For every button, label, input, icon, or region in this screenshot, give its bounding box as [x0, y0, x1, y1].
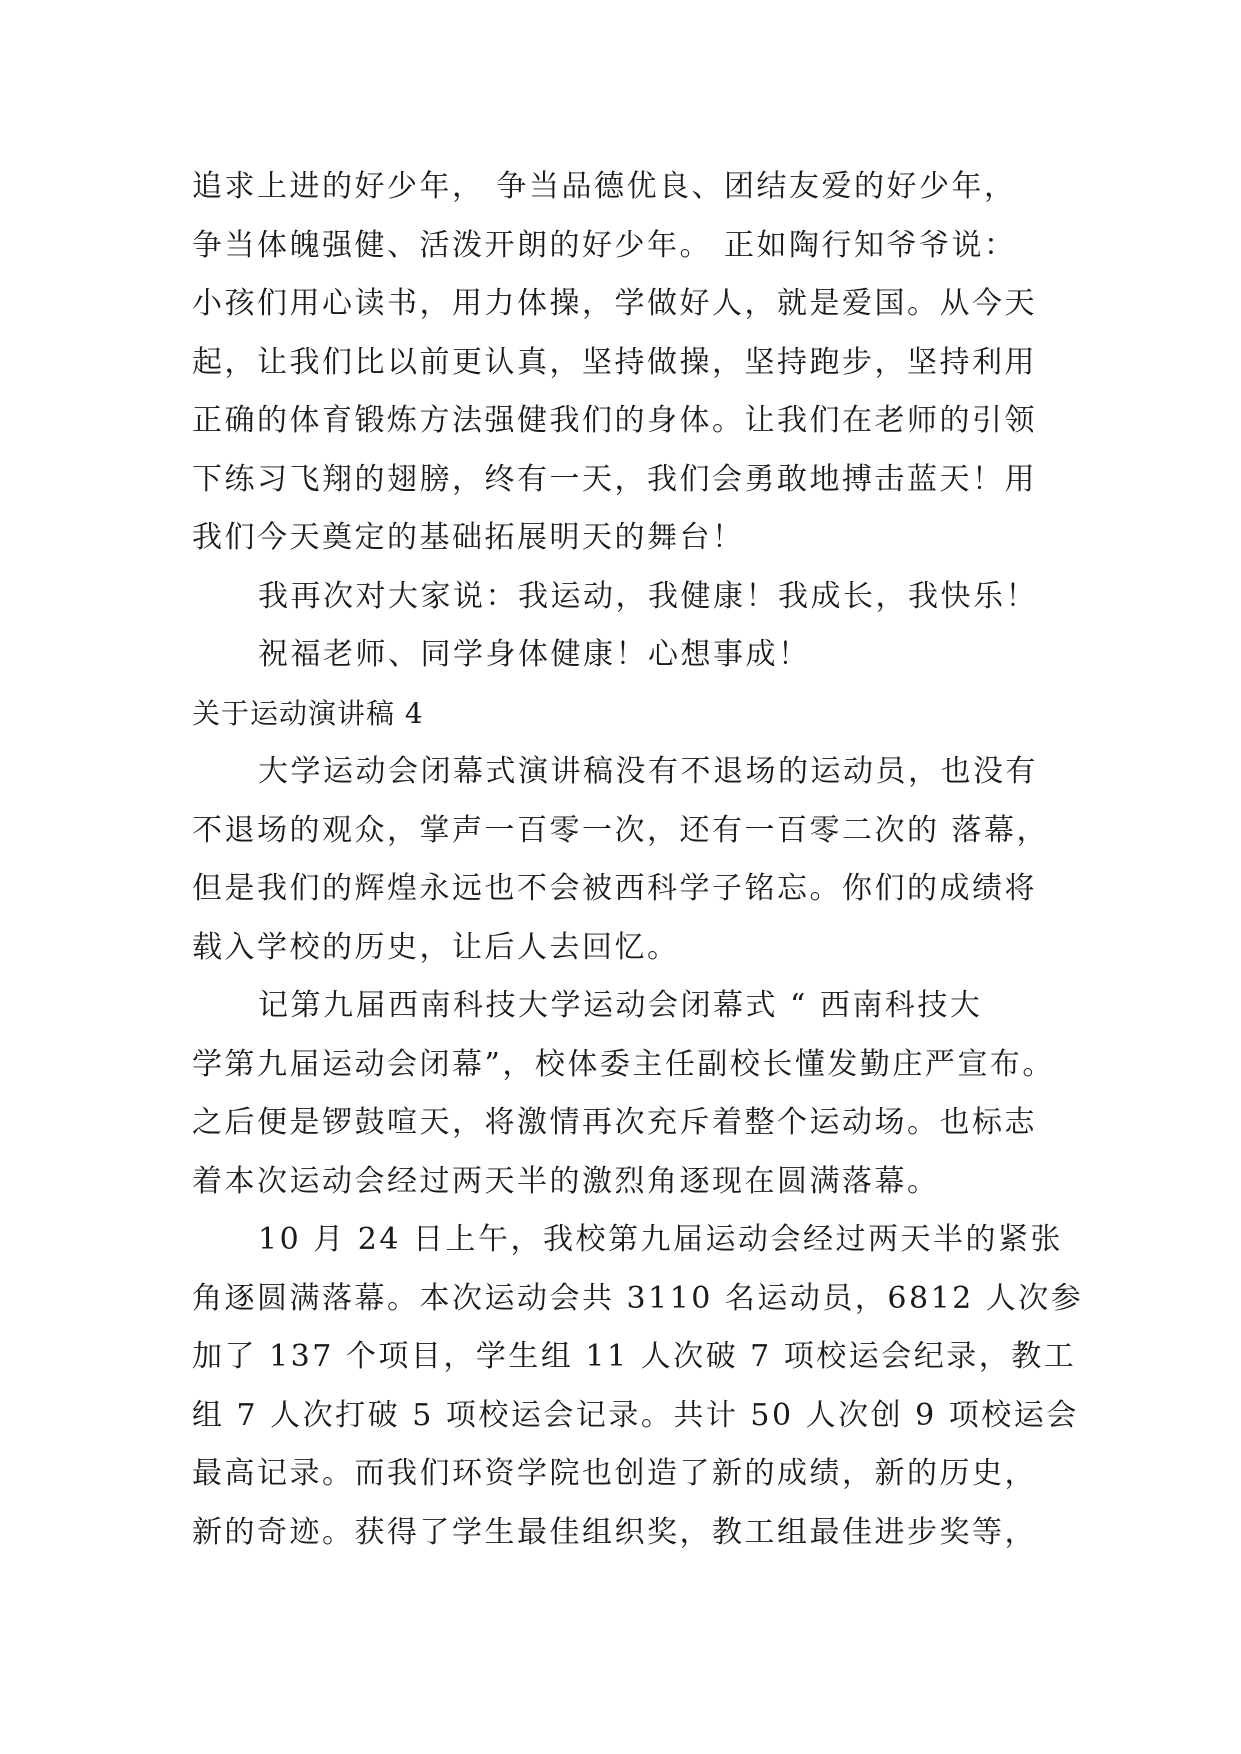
text-line: 10 月 24 日上午，我校第九届运动会经过两天半的紧张	[258, 1222, 1063, 1257]
text-line: 我们今天奠定的基础拓展明天的舞台！	[192, 520, 745, 555]
text-line: 起，让我们比以前更认真，坚持做操，坚持跑步，坚持利用	[192, 344, 1037, 380]
text-line: 最高记录。而我们环资学院也创造了新的成绩，新的历史，	[192, 1456, 1037, 1491]
text-line: 新的奇迹。获得了学生最佳组织奖，教工组最佳进步奖等，	[192, 1514, 1037, 1550]
text-line: 下练习飞翔的翅膀，终有一天，我们会勇敢地搏击蓝天！用	[192, 461, 1037, 497]
text-line: 追求上进的好少年， 争当品德优良、团结友爱的好少年，	[192, 169, 1017, 204]
text-line: 小孩们用心读书，用力体操，学做好人，就是爱国。从今天	[192, 286, 1037, 321]
text-line: 祝福老师、同学身体健康！心想事成！	[258, 637, 811, 672]
document-body	[192, 158, 1084, 1562]
text-line: 记第九届西南科技大学运动会闭幕式 “ 西南科技大	[258, 988, 983, 1023]
text-line: 着本次运动会经过两天半的激烈角逐现在圆满落幕。	[192, 1163, 940, 1199]
text-line: 但是我们的辉煌永远也不会被西科学子铭忘。你们的成绩将	[192, 871, 1037, 906]
text-line: 我再次对大家说：我运动，我健康！我成长，我快乐！	[258, 578, 1038, 614]
text-line: 载入学校的历史，让后人去回忆。	[192, 929, 680, 965]
text-line: 加了 137 个项目，学生组 11 人次破 7 项校运会纪录，教工	[192, 1339, 1077, 1374]
text-line: 争当体魄强健、活泼开朗的好少年。 正如陶行知爷爷说：	[192, 227, 1017, 263]
text-line: 组 7 人次打破 5 项校运会记录。共计 50 人次创 9 项校运会	[192, 1397, 1079, 1433]
text-line: 学第九届运动会闭幕”，校体委主任副校长懂发勤庄严宣布。	[192, 1046, 1055, 1082]
text-line: 不退场的观众，掌声一百零一次，还有一百零二次的 落幕，	[192, 812, 1050, 848]
text-line: 角逐圆满落幕。本次运动会共 3110 名运动员，6812 人次参	[192, 1280, 1084, 1316]
text-line: 之后便是锣鼓喧天，将激情再次充斥着整个运动场。也标志	[192, 1105, 1037, 1140]
section-heading: 关于运动演讲稿 4	[192, 696, 424, 730]
text-line: 正确的体育锻炼方法强健我们的身体。让我们在老师的引领	[192, 403, 1037, 438]
text-line: 大学运动会闭幕式演讲稿没有不退场的运动员，也没有	[258, 754, 1038, 789]
